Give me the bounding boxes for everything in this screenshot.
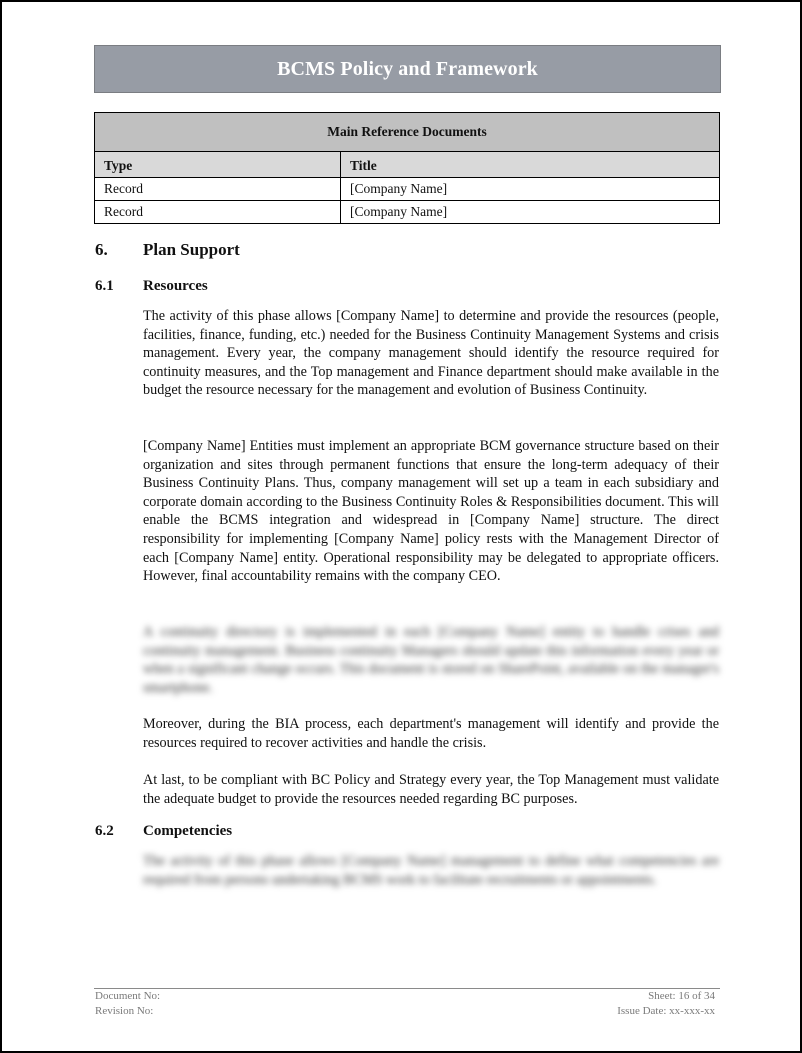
resources-paragraph-2: [Company Name] Entities must implement an appropriate BCM governance structure based on their organization and sites through permanent functions that ensure the long-term adequacy of their Business Continuity Plans. Thus, company management will set up a team in each subsidiary and corporate domain according to the Business Continuity Roles & Responsibilities document. This will enable the BCMS integration and widespread in [Company Name] structure. The direct responsibility for implementing [Company Name] policy rests with the Management Director of each [Company Name] entity. Operational responsibility may be delegated to appropriate officers. However, final accountability remains with the company CEO. [143,438,719,585]
subsection-heading-competencies [95,823,395,843]
revision-number-label: Revision No: [95,1005,154,1017]
table-caption-row [95,113,720,152]
document-title-banner [94,45,721,93]
resources-paragraph-5: At last, to be compliant with BC Policy and Strategy every year, the Top Management must validate the adequate budget to provide the resources needed regarding BC purposes. [143,772,719,807]
document-title: BCMS Policy and Framework [277,57,538,80]
table-header-row [95,152,720,178]
column-header-type: Type [95,152,341,178]
competencies-paragraph-1-blurred: The activity of this phase allows [Company Name] management to define what competencies are required from persons undertaking BCMS work to facilitate recruitments or appointments. [143,853,719,888]
subsection-number: 6.2 [95,823,114,839]
subsection-title: Competencies [143,823,233,839]
cell-type: Record [95,201,341,224]
table-row [95,178,720,201]
document-number-label: Document No: [95,990,161,1002]
footer-right [617,989,715,1019]
footer-left [95,989,160,1019]
issue-date: Issue Date: xx-xxx-xx [617,1005,715,1017]
section-number: 6. [95,240,108,259]
table-row [95,201,720,224]
main-reference-documents-table [94,112,720,224]
section-title: Plan Support [143,240,240,259]
sheet-number: Sheet: 16 of 34 [648,990,715,1002]
resources-paragraph-4: Moreover, during the BIA process, each department's management will identify and provide the resources required to recover activities and handle the crisis. [143,716,719,751]
cell-title: [Company Name] [341,178,720,201]
subsection-number: 6.1 [95,278,114,294]
resources-paragraph-1: The activity of this phase allows [Company Name] to determine and provide the resources (people, facilities, finance, funding, etc.) needed for the Business Continuity Management Systems and crisis management. Every year, the company management should identify the resource required for continuity measures, and the Top management and Finance department should make available in the budget the resource necessary for the management and evolution of Business Continuity. [143,308,719,399]
table-caption: Main Reference Documents [95,113,720,152]
subsection-heading-resources [95,278,395,298]
resources-paragraph-3-blurred: A continuity directory is implemented in each [Company Name] entity to handle crises and continuity management. Business continuity Managers should update this information every year or when a significant change occurs. This document is stored on SharePoint, available on the manager's smartphone. [143,624,719,696]
cell-type: Record [95,178,341,201]
subsection-title: Resources [143,278,208,294]
section-heading-plan-support [95,240,395,262]
column-header-title: Title [341,152,720,178]
cell-title: [Company Name] [341,201,720,224]
